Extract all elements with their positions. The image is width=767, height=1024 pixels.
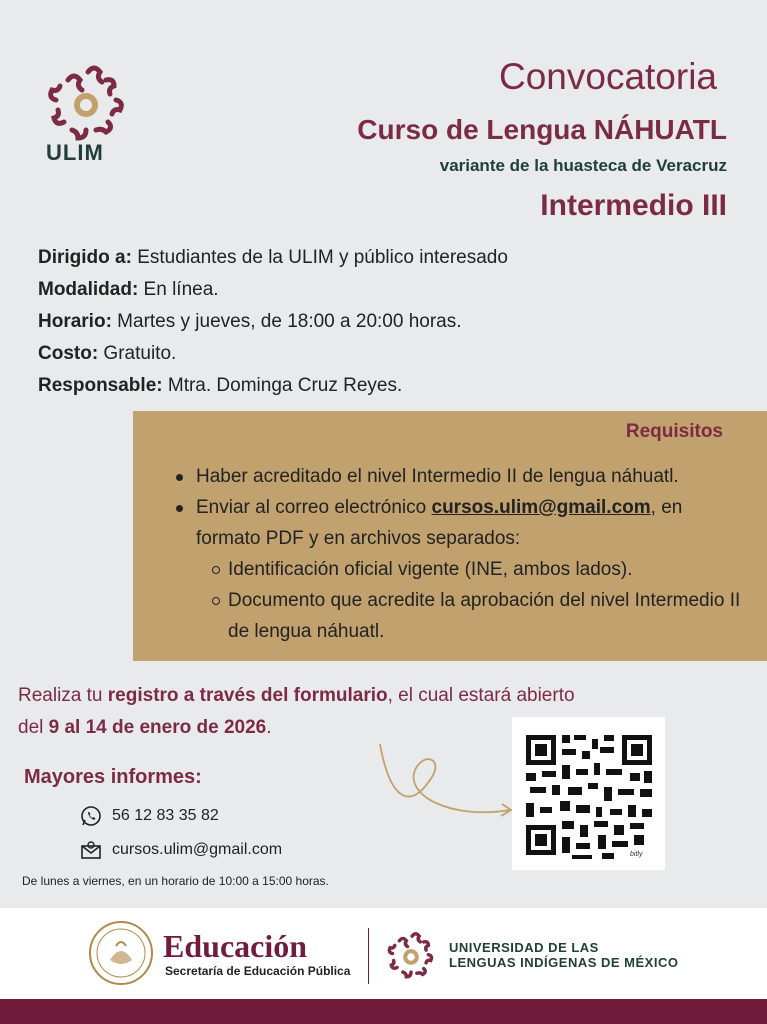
info-row-dirigido: Dirigido a: Estudiantes de la ULIM y público interesado <box>38 247 508 268</box>
list-item: Documento que acredite la aprobación del nivel Intermedio II de lengua náhuatl. <box>176 585 746 647</box>
logo-text: ULIM <box>46 140 104 165</box>
footer-divider <box>368 928 369 984</box>
contact-title: Mayores informes: <box>24 766 202 788</box>
registration-form-link[interactable]: registro a través del formulario <box>107 685 388 706</box>
course-level: Intermedio III <box>540 189 727 222</box>
qr-code[interactable] <box>512 717 665 870</box>
course-info <box>38 242 508 402</box>
contact-email <box>80 839 282 861</box>
course-title: Curso de Lengua NÁHUATL <box>357 114 727 145</box>
list-item: Identificación oficial vigente (INE, ambos lados). <box>176 554 746 585</box>
ulim-logo-small-icon <box>382 928 440 986</box>
email-address[interactable]: cursos.ulim@gmail.com <box>112 841 283 858</box>
info-row-responsable: Responsable: Mtra. Dominga Cruz Reyes. <box>38 375 403 396</box>
education-logo-title: Educación <box>163 928 308 964</box>
national-seal-icon <box>88 920 154 986</box>
info-row-horario: Horario: Martes y jueves, de 18:00 a 20:00 horas. <box>38 311 462 332</box>
list-item: Enviar al correo electrónico cursos.ulim@gmail.com, en formato PDF y en archivos separados: <box>176 492 746 554</box>
registration-text: Realiza tu registro a través del formulario, el cual estará abierto del 9 al 14 de enero de 2026. <box>18 685 575 738</box>
requirements-title: Requisitos <box>625 421 723 442</box>
footer-bar <box>0 999 767 1024</box>
email-link[interactable]: cursos.ulim@gmail.com <box>431 497 651 518</box>
qr-code-icon <box>512 717 665 870</box>
arrow-icon <box>370 740 520 820</box>
mail-icon <box>80 839 102 861</box>
university-name: UNIVERSIDAD DE LAS LENGUAS INDÍGENAS DE MÉXICO <box>449 940 679 970</box>
page-title: Convocatoria <box>498 56 717 97</box>
qr-label: bitly <box>630 851 643 858</box>
info-row-costo: Costo: Gratuito. <box>38 343 177 364</box>
education-logo-subtitle: Secretaría de Educación Pública <box>165 964 351 978</box>
course-variant: variante de la huasteca de Veracruz <box>439 156 727 175</box>
phone-number[interactable]: 56 12 83 35 82 <box>112 807 219 824</box>
contact-hours: De lunes a viernes, en un horario de 10:00 a 15:00 horas. <box>22 874 329 888</box>
contact-phone <box>80 805 219 827</box>
info-row-modalidad: Modalidad: En línea. <box>38 279 219 300</box>
requirements-list <box>176 461 746 647</box>
list-item: Haber acreditado el nivel Intermedio II de lengua náhuatl. <box>176 461 746 492</box>
whatsapp-icon <box>80 805 102 827</box>
